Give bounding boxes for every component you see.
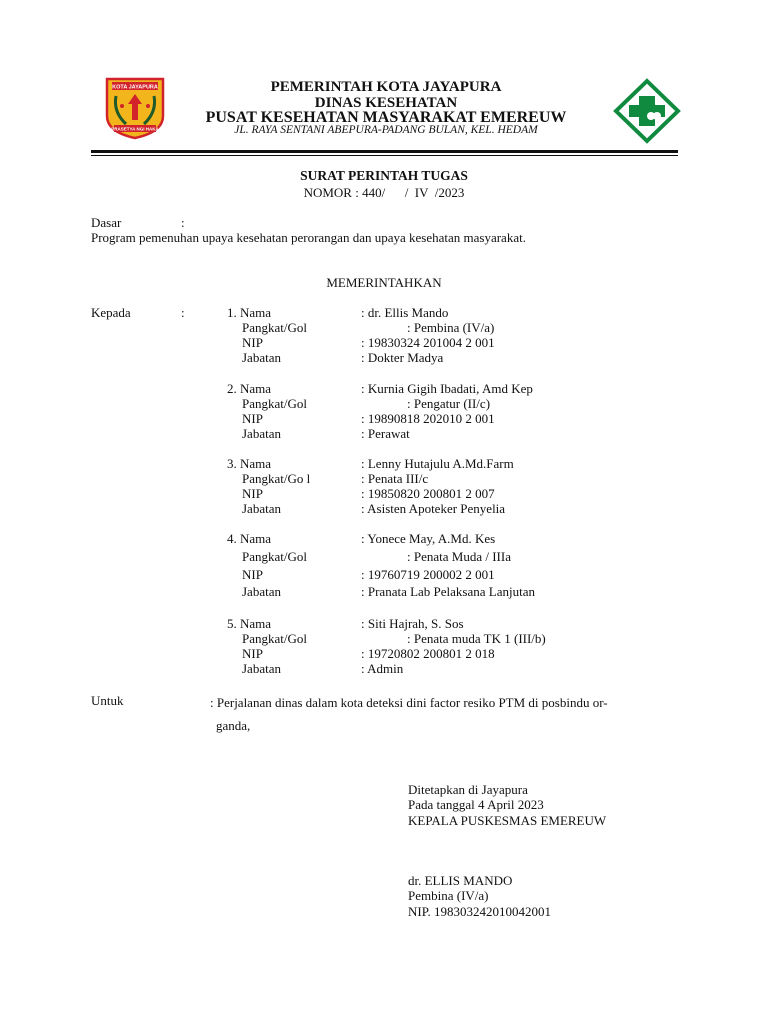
- header-address: JL. RAYA SENTANI ABEPURA-PADANG BULAN, KEL. HEDAM: [234, 124, 538, 136]
- person-2-rank: : Pengatur (II/c): [407, 396, 491, 411]
- header-divider-thin: [91, 155, 678, 156]
- person-5-nip: : 19720802 200801 2 018: [361, 646, 495, 661]
- person-3-rank-label: Pangkat/Go l: [242, 471, 311, 486]
- command-heading: MEMERINTAHKAN: [326, 275, 442, 290]
- person-5-number: 5. Nama: [227, 616, 272, 631]
- person-2-nip-label: NIP: [242, 411, 263, 426]
- untuk-label: Untuk: [91, 693, 124, 708]
- person-1-job: : Dokter Madya: [361, 350, 444, 365]
- person-3-rank: : Penata III/c: [361, 471, 429, 486]
- person-2-job: : Perawat: [361, 426, 410, 441]
- person-2-number: 2. Nama: [227, 381, 272, 396]
- person-5-nip-label: NIP: [242, 646, 263, 661]
- header-divider-thick: [91, 150, 678, 153]
- person-4-nip-label: NIP: [242, 567, 263, 582]
- header-government: PEMERINTAH KOTA JAYAPURA: [270, 79, 502, 95]
- person-1-name: : dr. Ellis Mando: [361, 305, 449, 320]
- person-2-rank-label: Pangkat/Gol: [242, 396, 307, 411]
- person-5-job: : Admin: [361, 661, 404, 676]
- untuk-text-line1: : Perjalanan dinas dalam kota deteksi dini factor resiko PTM di posbindu or-: [210, 695, 608, 710]
- kepada-colon: :: [181, 305, 185, 320]
- person-4-job: : Pranata Lab Pelaksana Lanjutan: [361, 584, 535, 599]
- person-3-name: : Lenny Hutajulu A.Md.Farm: [361, 456, 514, 471]
- logo-bottom-text: PRASETYA NGI HAKA: [111, 126, 159, 132]
- dasar-text: Program pemenuhan upaya kesehatan perorangan dan upaya kesehatan masyarakat.: [91, 230, 526, 245]
- signature-rank: Pembina (IV/a): [408, 888, 489, 903]
- person-2-job-label: Jabatan: [242, 426, 281, 441]
- logo-top-text: KOTA JAYAPURA: [112, 84, 158, 91]
- dasar-label: Dasar: [91, 215, 122, 230]
- signature-name: dr. ELLIS MANDO: [408, 873, 513, 888]
- header-department: DINAS KESEHATAN: [314, 95, 458, 111]
- person-4-rank-label: Pangkat/Gol: [242, 549, 307, 564]
- signature-nip: NIP. 198303242010042001: [408, 904, 552, 919]
- kepada-label: Kepada: [91, 305, 131, 320]
- person-5-rank-label: Pangkat/Gol: [242, 631, 307, 646]
- document-number: NOMOR : 440/ / IV /2023: [303, 185, 465, 200]
- document-title: SURAT PERINTAH TUGAS: [300, 168, 468, 183]
- untuk-text-line2: ganda,: [216, 718, 251, 733]
- person-1-rank-label: Pangkat/Gol: [242, 320, 307, 335]
- person-5-job-label: Jabatan: [242, 661, 281, 676]
- dasar-colon: :: [181, 215, 185, 230]
- person-4-job-label: Jabatan: [242, 584, 281, 599]
- person-4-name: : Yonece May, A.Md. Kes: [361, 531, 496, 546]
- person-4-rank: : Penata Muda / IIIa: [407, 549, 511, 564]
- person-1-rank: : Pembina (IV/a): [407, 320, 495, 335]
- person-1-job-label: Jabatan: [242, 350, 281, 365]
- signature-position: KEPALA PUSKESMAS EMEREUW: [408, 813, 607, 828]
- person-3-nip-label: NIP: [242, 486, 263, 501]
- signature-place: Ditetapkan di Jayapura: [408, 782, 528, 797]
- header-institution: PUSAT KESEHATAN MASYARAKAT EMEREUW: [205, 109, 567, 126]
- person-4-number: 4. Nama: [227, 531, 272, 546]
- person-5-name: : Siti Hajrah, S. Sos: [361, 616, 464, 631]
- person-3-nip: : 19850820 200801 2 007: [361, 486, 495, 501]
- person-4-nip: : 19760719 200002 2 001: [361, 567, 495, 582]
- person-2-nip: : 19890818 202010 2 001: [361, 411, 495, 426]
- person-1-nip-label: NIP: [242, 335, 263, 350]
- person-5-rank: : Penata muda TK 1 (III/b): [407, 631, 546, 646]
- person-3-number: 3. Nama: [227, 456, 272, 471]
- person-2-name: : Kurnia Gigih Ibadati, Amd Kep: [361, 381, 533, 396]
- signature-date: Pada tanggal 4 April 2023: [408, 797, 544, 812]
- person-3-job-label: Jabatan: [242, 501, 281, 516]
- person-1-number: 1. Nama: [227, 305, 272, 320]
- person-3-job: : Asisten Apoteker Penyelia: [361, 501, 506, 516]
- person-1-nip: : 19830324 201004 2 001: [361, 335, 495, 350]
